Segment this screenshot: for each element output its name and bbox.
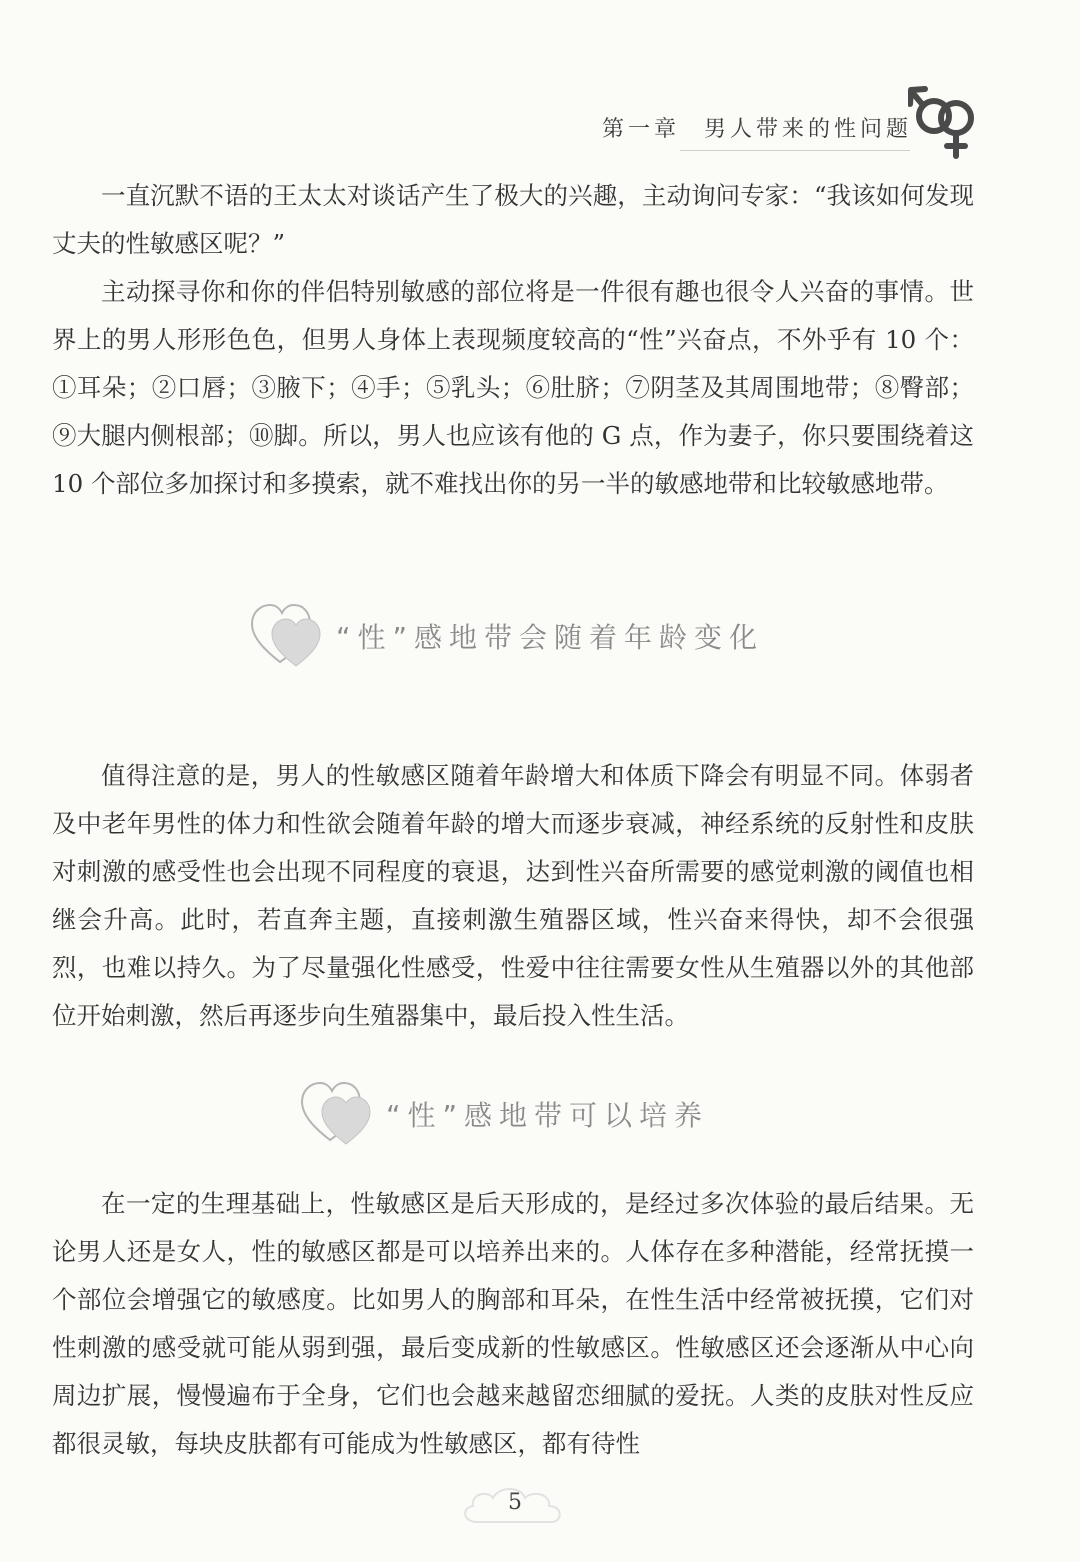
male-female-symbol-icon [908,82,978,162]
section-title: “性”感地带可以培养 [386,1099,710,1132]
section-heading [250,600,810,672]
page-number-badge [455,1478,575,1534]
paragraph: 在一定的生理基础上，性敏感区是后天形成的，是经过多次体验的最后结果。无论男人还是女人，性的敏感区都是可以培养出来的。人体存在多种潜能，经常抚摸一个部位会增强它的敏感度。比如男人的胸部和耳朵，在性生活中经常被抚摸，它们对性刺激的感受就可能从弱到强，最后变成新的性敏感区。性敏感区还会逐渐从中心向周边扩展，慢慢遍布于全身，它们也会越来越留恋细腻的爱抚。人类的皮肤对性反应都很灵敏，每块皮肤都有可能成为性敏感区，都有待性 [52,1189,974,1458]
chapter-number: 第一章 [601,117,680,142]
page-number: 5 [508,1490,522,1515]
body-text-block [52,752,974,1040]
section-title: “性”感地带会随着年龄变化 [336,621,765,654]
paragraph: 主动探寻你和你的伴侣特别敏感的部位将是一件很有趣也很令人兴奋的事情。世界上的男人形形色色，但男人身体上表现频度较高的“性”兴奋点，不外乎有 10 个：①耳朵；②口唇；③腋下；④手；⑤乳头；⑥肚脐；⑦阴茎及其周围地带；⑧臀部；⑨大腿内侧根部；⑩脚。所以，男人也应该有他的 G 点，作为妻子，你只要围绕着这 10 个部位多加探讨和多摸索，就不难找出你的另一半的敏感地带和比较敏感地带。 [52,277,974,498]
paragraph: 一直沉默不语的王太太对谈话产生了极大的兴趣，主动询问专家：“我该如何发现丈夫的性敏感区呢？” [52,181,974,258]
heart-icon [250,600,328,672]
body-text-block [52,172,974,508]
header-divider [680,150,910,151]
body-text-block [52,1180,974,1468]
chapter-title: 男人带来的性问题 [703,117,912,142]
section-heading [300,1078,760,1150]
heart-icon [300,1078,378,1150]
paragraph: 值得注意的是，男人的性敏感区随着年龄增大和体质下降会有明显不同。体弱者及中老年男性的体力和性欲会随着年龄的增大而逐步衰减，神经系统的反射性和皮肤对刺激的感受性也会出现不同程度的衰退，达到性兴奋所需要的感觉刺激的阈值也相继会升高。此时，若直奔主题，直接刺激生殖器区域，性兴奋来得快，却不会很强烈，也难以持久。为了尽量强化性感受，性爱中往往需要女性从生殖器以外的其他部位开始刺激，然后再逐步向生殖器集中，最后投入性生活。 [52,761,974,1030]
running-header [602,112,912,143]
